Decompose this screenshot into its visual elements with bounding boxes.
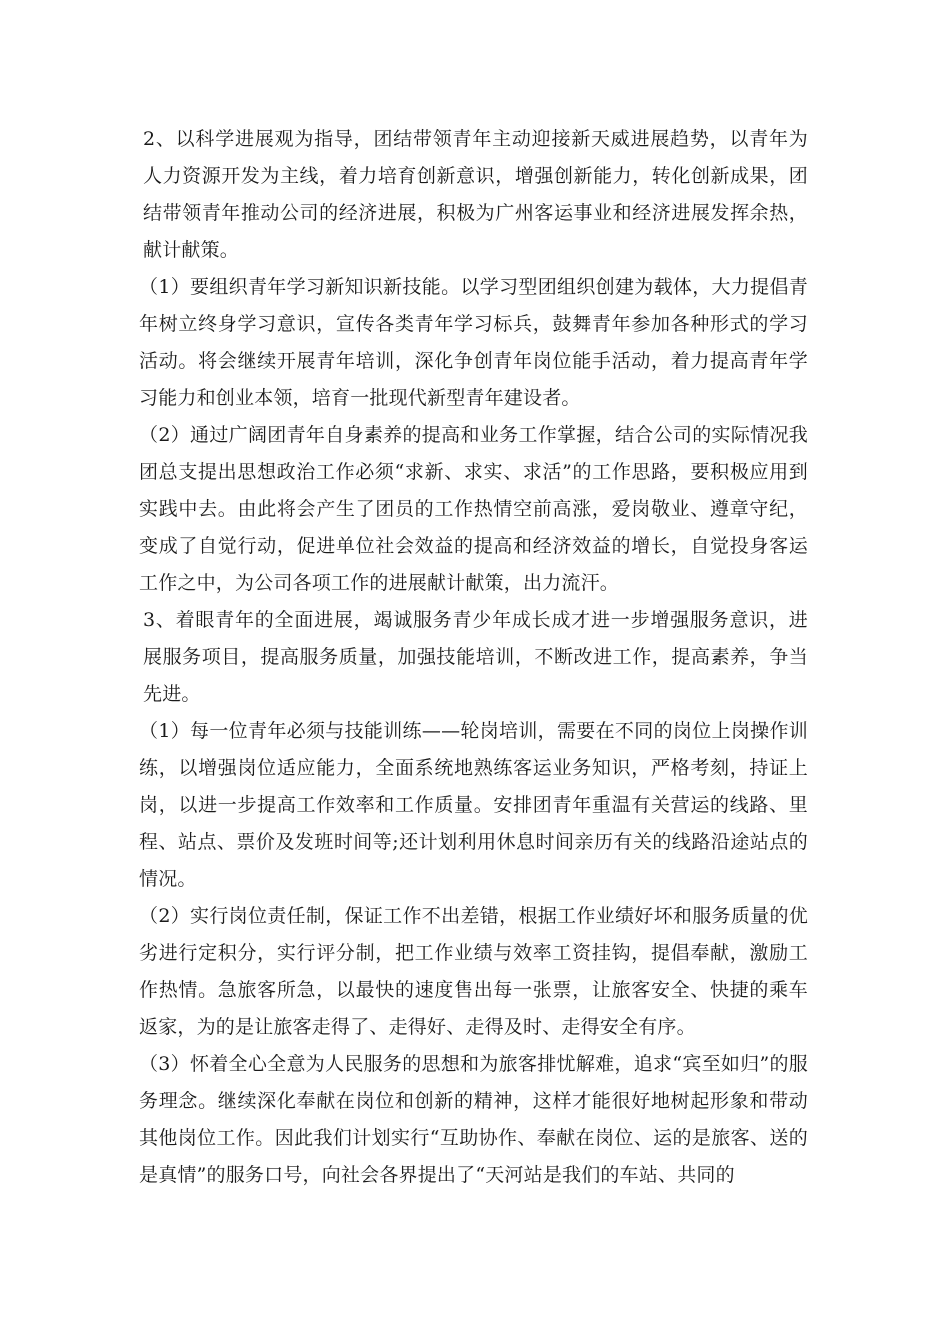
paragraph-section-2: 2、以科学进展观为指导，团结带领青年主动迎接新天威进展趋势，以青年为人力资源开发为主线，着力培育创新意识，增强创新能力，转化创新成果，团结带领青年推动公司的经济进展，积极为广州客运事业和经济进展发挥余热，献计献策。 xyxy=(143,128,808,261)
paragraph-section-3: 3、着眼青年的全面进展，竭诚服务青少年成长成才进一步增强服务意识，进展服务项目，提高服务质量，加强技能培训，不断改进工作，提高素养，争当先进。 xyxy=(143,609,808,705)
paragraph-3-1: （1）每一位青年必须与技能训练——轮岗培训，需要在不同的岗位上岗操作训练，以增强岗位适应能力，全面系统地熟练客运业务知识，严格考刻，持证上岗，以进一步提高工作效率和工作质量。安排团青年重温有关营运的线路、里程、站点、票价及发班时间等;还计划利用休息时间亲历有关的线路沿途站点的情况。 xyxy=(139,720,808,890)
paragraph-2-2: （2）通过广阔团青年自身素养的提高和业务工作掌握，结合公司的实际情况我团总支提出思想政治工作必须“求新、求实、求活”的工作思路，要积极应用到实践中去。由此将会产生了团员的工作热情空前高涨，爱岗敬业、遵章守纪，变成了自觉行动，促进单位社会效益的提高和经济效益的增长，自觉投身客运工作之中，为公司各项工作的进展献计献策，出力流汗。 xyxy=(139,424,808,594)
paragraph-2-1: （1）要组织青年学习新知识新技能。以学习型团组织创建为载体，大力提倡青年树立终身学习意识，宣传各类青年学习标兵，鼓舞青年参加各种形式的学习活动。将会继续开展青年培训，深化争创青年岗位能手活动，着力提高青年学习能力和创业本领，培育一批现代新型青年建设者。 xyxy=(139,276,808,409)
document-body xyxy=(139,121,808,1194)
paragraph-3-2: （2）实行岗位责任制，保证工作不出差错，根据工作业绩好坏和服务质量的优劣进行定积分，实行评分制，把工作业绩与效率工资挂钩，提倡奉献，激励工作热情。急旅客所急，以最快的速度售出每一张票，让旅客安全、快捷的乘车返家，为的是让旅客走得了、走得好、走得及时、走得安全有序。 xyxy=(139,905,808,1038)
paragraph-3-3: （3）怀着全心全意为人民服务的思想和为旅客排忧解难，追求“宾至如归”的服务理念。继续深化奉献在岗位和创新的精神，这样才能很好地树起形象和带动其他岗位工作。因此我们计划实行“互助协作、奉献在岗位、运的是旅客、送的是真情”的服务口号，向社会各界提出了“天河站是我们的车站、共同的 xyxy=(139,1053,808,1186)
